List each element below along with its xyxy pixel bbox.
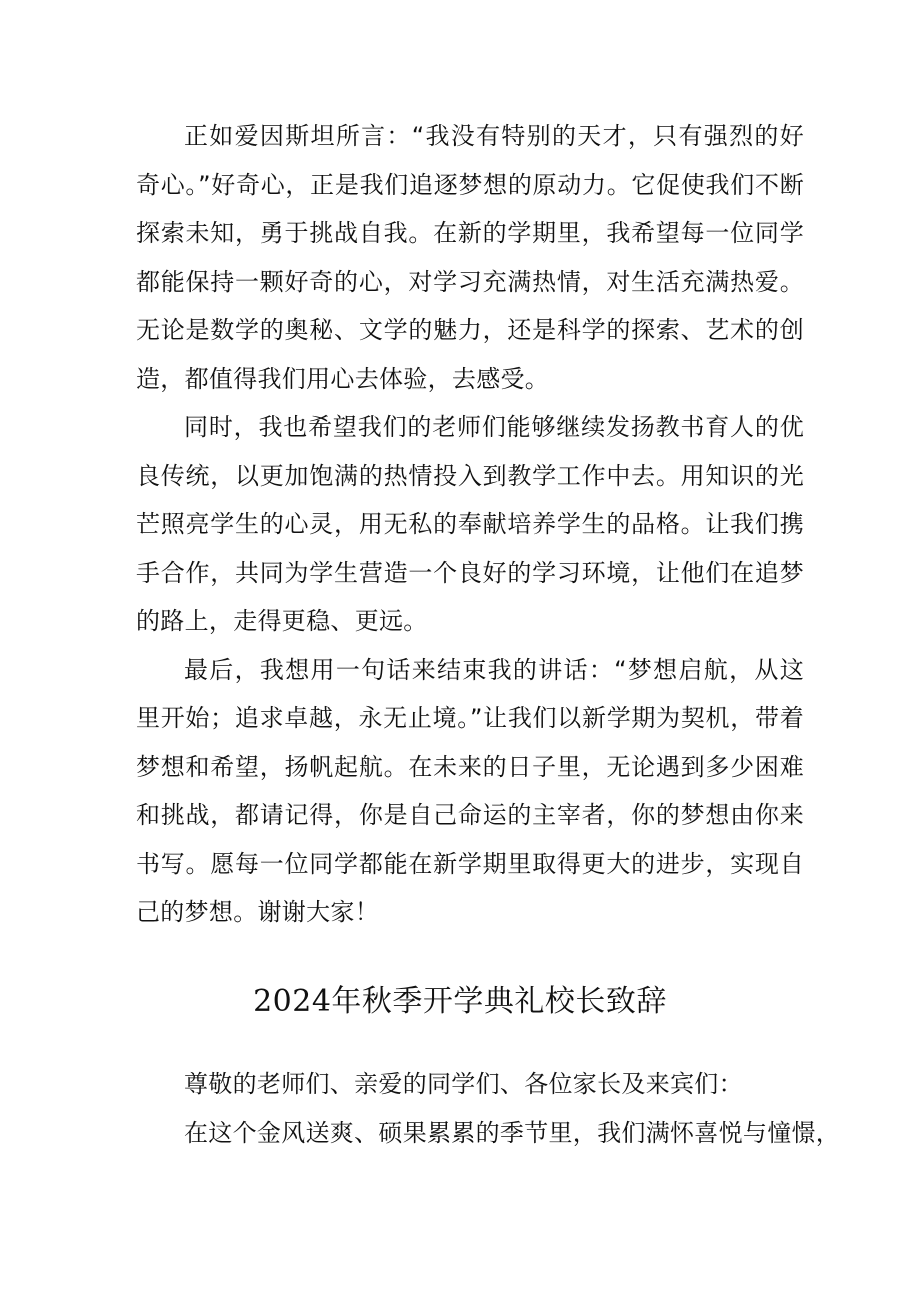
paragraph-teachers: 同时，我也希望我们的老师们能够继续发扬教书育人的优良传统，以更加饱满的热情投入到教学工作中去。用知识的光芒照亮学生的心灵，用无私的奉献培养学生的品格。让我们携手合作，共同为学生营造一个良好的学习环境，让他们在追梦的路上，走得更稳、更远。 (136, 413, 804, 635)
salutation: 尊敬的老师们、亲爱的同学们、各位家长及来宾们： (184, 1070, 743, 1098)
paragraph-curiosity: 正如爱因斯坦所言：“我没有特别的天才，只有强烈的好奇心。”好奇心，正是我们追逐梦想的原动力。它促使我们不断探索未知，勇于挑战自我。在新的学期里，我希望每一位同学都能保持一颗好奇的心，对学习充满热情，对生活充满热爱。无论是数学的奥秘、文学的魅力，还是科学的探索、艺术的创造，都值得我们用心去体验，去感受。 (136, 122, 804, 393)
opening-line: 在这个金风送爽、硕果累累的季节里，我们满怀喜悦与憧憬， (184, 1118, 841, 1147)
body-text (136, 112, 804, 937)
paragraph-closing: 最后，我想用一句话来结束我的讲话：“梦想启航，从这里开始；追求卓越，永无止境。”让我们以新学期为契机，带着梦想和希望，扬帆起航。在未来的日子里，无论遇到多少困难和挑战，都请记得，你是自己命运的主宰者，你的梦想由你来书写。愿每一位同学都能在新学期里取得更大的进步，实现自己的梦想。谢谢大家！ (136, 655, 804, 926)
document-title: 2024年秋季开学典礼校长致辞 (253, 984, 667, 1019)
speech-start (136, 1060, 841, 1157)
